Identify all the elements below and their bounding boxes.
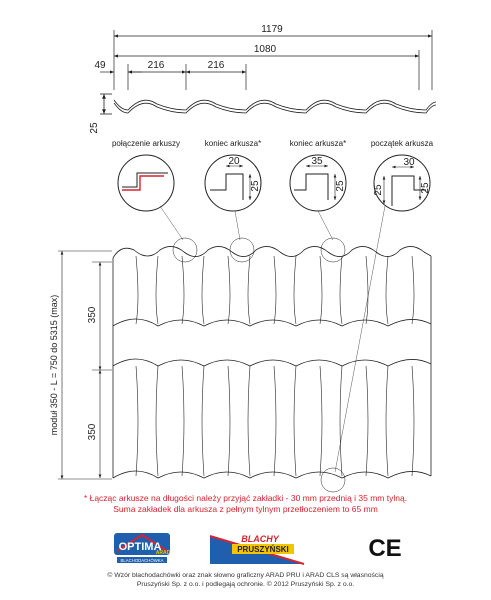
blachy-pruszynski-logo xyxy=(208,530,306,568)
detail-caption-joint: połączenie arkuszy xyxy=(111,139,181,148)
optima-text: OPTIMA xyxy=(118,541,162,553)
blachodachowka-text: BLACHODACHÓWKA xyxy=(120,558,164,563)
tile-rib xyxy=(136,256,138,476)
detail-start-dim-3: 25 xyxy=(420,182,431,194)
ce-mark xyxy=(365,532,405,562)
footer-line-1: © Wzór blachodachówki oraz znak słowno graficzny ARAD PRU i ARAD CLS są własnością xyxy=(107,572,384,579)
leader-lines xyxy=(160,206,385,492)
footer-line-2: Pruszyński Sp. z o.o. i podlegają ochronie. © 2012 Pruszyński Sp. z o.o. xyxy=(136,581,355,588)
dim-module-2: 350 xyxy=(87,423,98,441)
dim-total-width: 1179 xyxy=(261,24,283,35)
optima-arad-logo xyxy=(113,531,171,565)
sheet-vertical-ribs xyxy=(136,256,414,476)
detail-start-dim-2: 30 xyxy=(403,157,415,168)
tile-rib xyxy=(202,256,204,476)
cross-section-profile xyxy=(100,94,436,114)
tile-rib xyxy=(320,256,322,476)
arad-text: ARAD xyxy=(155,550,171,556)
tile-rib xyxy=(182,256,184,476)
left-dimensions xyxy=(58,251,112,479)
dim-module-1: 350 xyxy=(87,306,98,324)
tile-rib xyxy=(340,256,342,476)
tile-rib xyxy=(294,256,296,476)
detail-caption-end-front: koniec arkusza* xyxy=(204,139,262,148)
detail-end-back-dim-2: 25 xyxy=(335,180,346,192)
detail-joint xyxy=(112,139,180,211)
detail-end-front xyxy=(205,139,261,211)
tile-rib xyxy=(412,256,414,476)
detail-start-dim-1: 25 xyxy=(373,184,384,196)
copyright-footer xyxy=(40,571,451,589)
pruszynski-text: PRUSZYŃSKI xyxy=(237,545,289,554)
detail-start xyxy=(371,139,434,211)
ce-text: CE xyxy=(368,535,402,562)
tile-rib xyxy=(156,256,158,476)
overlap-note-line-2: Suma zakładek dla arkusza z pełnym tylnym przetłoczeniem to 65 mm xyxy=(113,504,378,514)
dim-wave-pitch-1: 216 xyxy=(147,60,165,71)
sheet-length-label: moduł 350 - L = 750 do 5315 (max) xyxy=(49,294,59,436)
detail-end-front-dim-2: 25 xyxy=(250,180,261,192)
tile-rib xyxy=(228,256,230,476)
detail-end-front-dim-1: 20 xyxy=(228,156,240,167)
dim-cover-width: 1080 xyxy=(253,44,277,55)
tile-rib xyxy=(248,256,250,476)
dim-profile-height: 25 xyxy=(89,122,100,134)
detail-end-back xyxy=(290,139,346,211)
dim-wave-pitch-2: 216 xyxy=(207,60,225,71)
detail-caption-end-back: koniec arkusza* xyxy=(289,139,347,148)
tile-rib xyxy=(386,256,388,476)
tile-rib xyxy=(366,256,368,476)
blachy-text: BLACHY xyxy=(241,534,279,544)
detail-end-back-dim-1: 35 xyxy=(311,156,323,167)
tile-rib xyxy=(274,256,276,476)
overlap-note-line-1: * Łącząc arkusze na długości należy przyjąć zakładki - 30 mm przednią i 35 mm tylną. xyxy=(83,493,408,503)
sheet-front-view xyxy=(113,246,431,478)
detail-caption-start: początek arkusza xyxy=(370,139,434,148)
dim-left-offset: 49 xyxy=(94,60,106,71)
